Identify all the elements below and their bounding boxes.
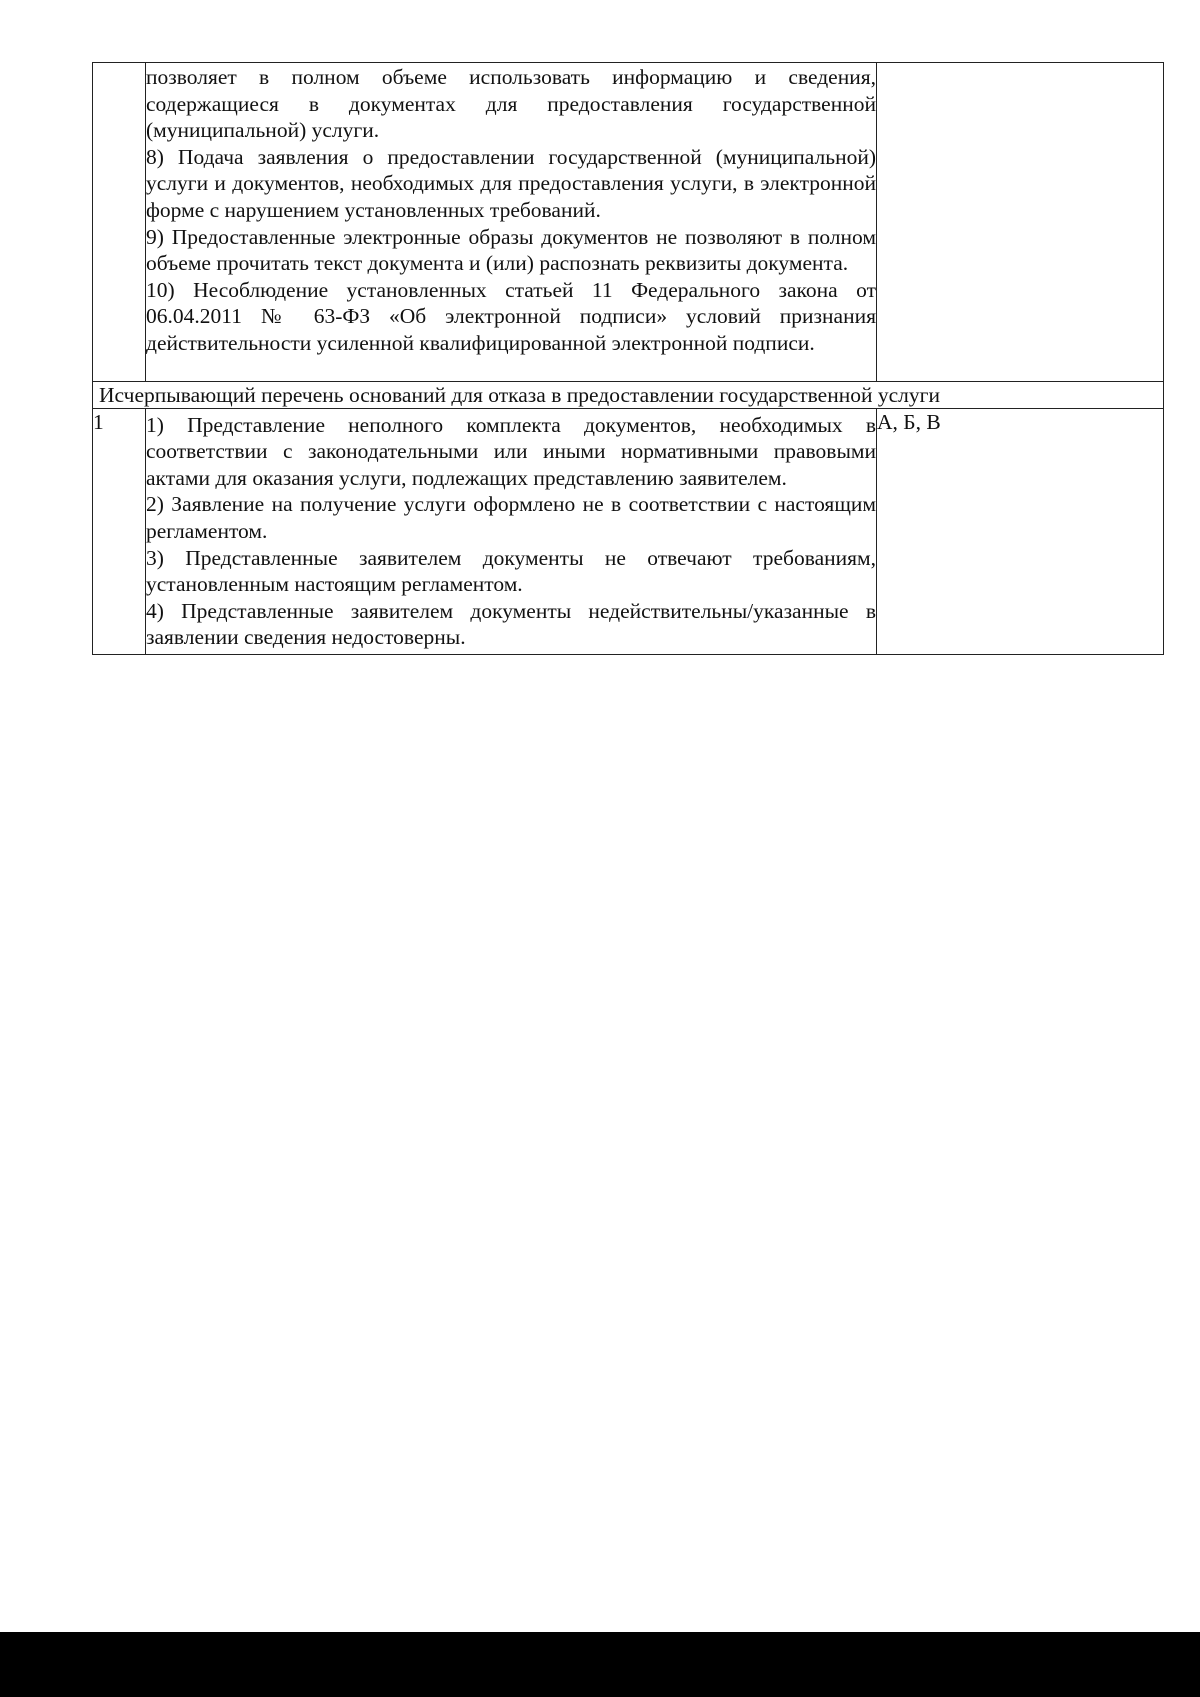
grounds-paragraph: 9) Предоставленные электронные образы документов не позволяют в полном объеме прочитать текст документа и (или) распознать реквизиты документа. [146, 224, 876, 276]
grounds-paragraph: позволяет в полном объеме использовать информацию и сведения, содержащиеся в документах для предоставления государственной (муниципальной) услуги. [146, 65, 876, 143]
refusal-paragraph: 2) Заявление на получение услуги оформлено не в соответствии с настоящим регламентом. [146, 492, 876, 543]
refusal-paragraph: 4) Представленные заявителем документы недействительны/указанные в заявлении сведения недостоверны. [146, 598, 876, 650]
groups-cell [877, 63, 1164, 382]
refusal-paragraph: 3) Представленные заявителем документы не отвечают требованиям, установленным настоящим регламентом. [146, 545, 876, 597]
grounds-text-cell [146, 63, 877, 382]
grounds-paragraph: 10) Несоблюдение установленных статьей 11 Федерального закона от 06.04.2011 № 63-ФЗ «Об электронной подписи» условий признания действительности усиленной квалифицированной электронной подписи. [146, 277, 876, 355]
table-row-continued [93, 63, 1164, 382]
refusal-text-cell [146, 408, 877, 654]
section-heading-row [93, 381, 1164, 408]
refusal-paragraph: 1) Представление неполного комплекта документов, необходимых в соответствии с законодательными или иными нормативными правовыми актами для оказания услуги, подлежащих представлению заявителем. [146, 412, 876, 490]
scan-bottom-border [0, 1632, 1200, 1697]
grounds-table [92, 62, 1164, 655]
row-number: 1 [93, 408, 146, 654]
grounds-paragraph: 8) Подача заявления о предоставлении государственной (муниципальной) услуги и документов, необходимых для предоставления услуги, в электронной форме с нарушением установленных требований. [146, 144, 876, 222]
section-heading: Исчерпывающий перечень оснований для отказа в предоставлении государственной услуги [93, 381, 1164, 408]
number-cell [93, 63, 146, 382]
applicant-groups: А, Б, В [877, 408, 1164, 654]
table-row-refusal [93, 408, 1164, 654]
